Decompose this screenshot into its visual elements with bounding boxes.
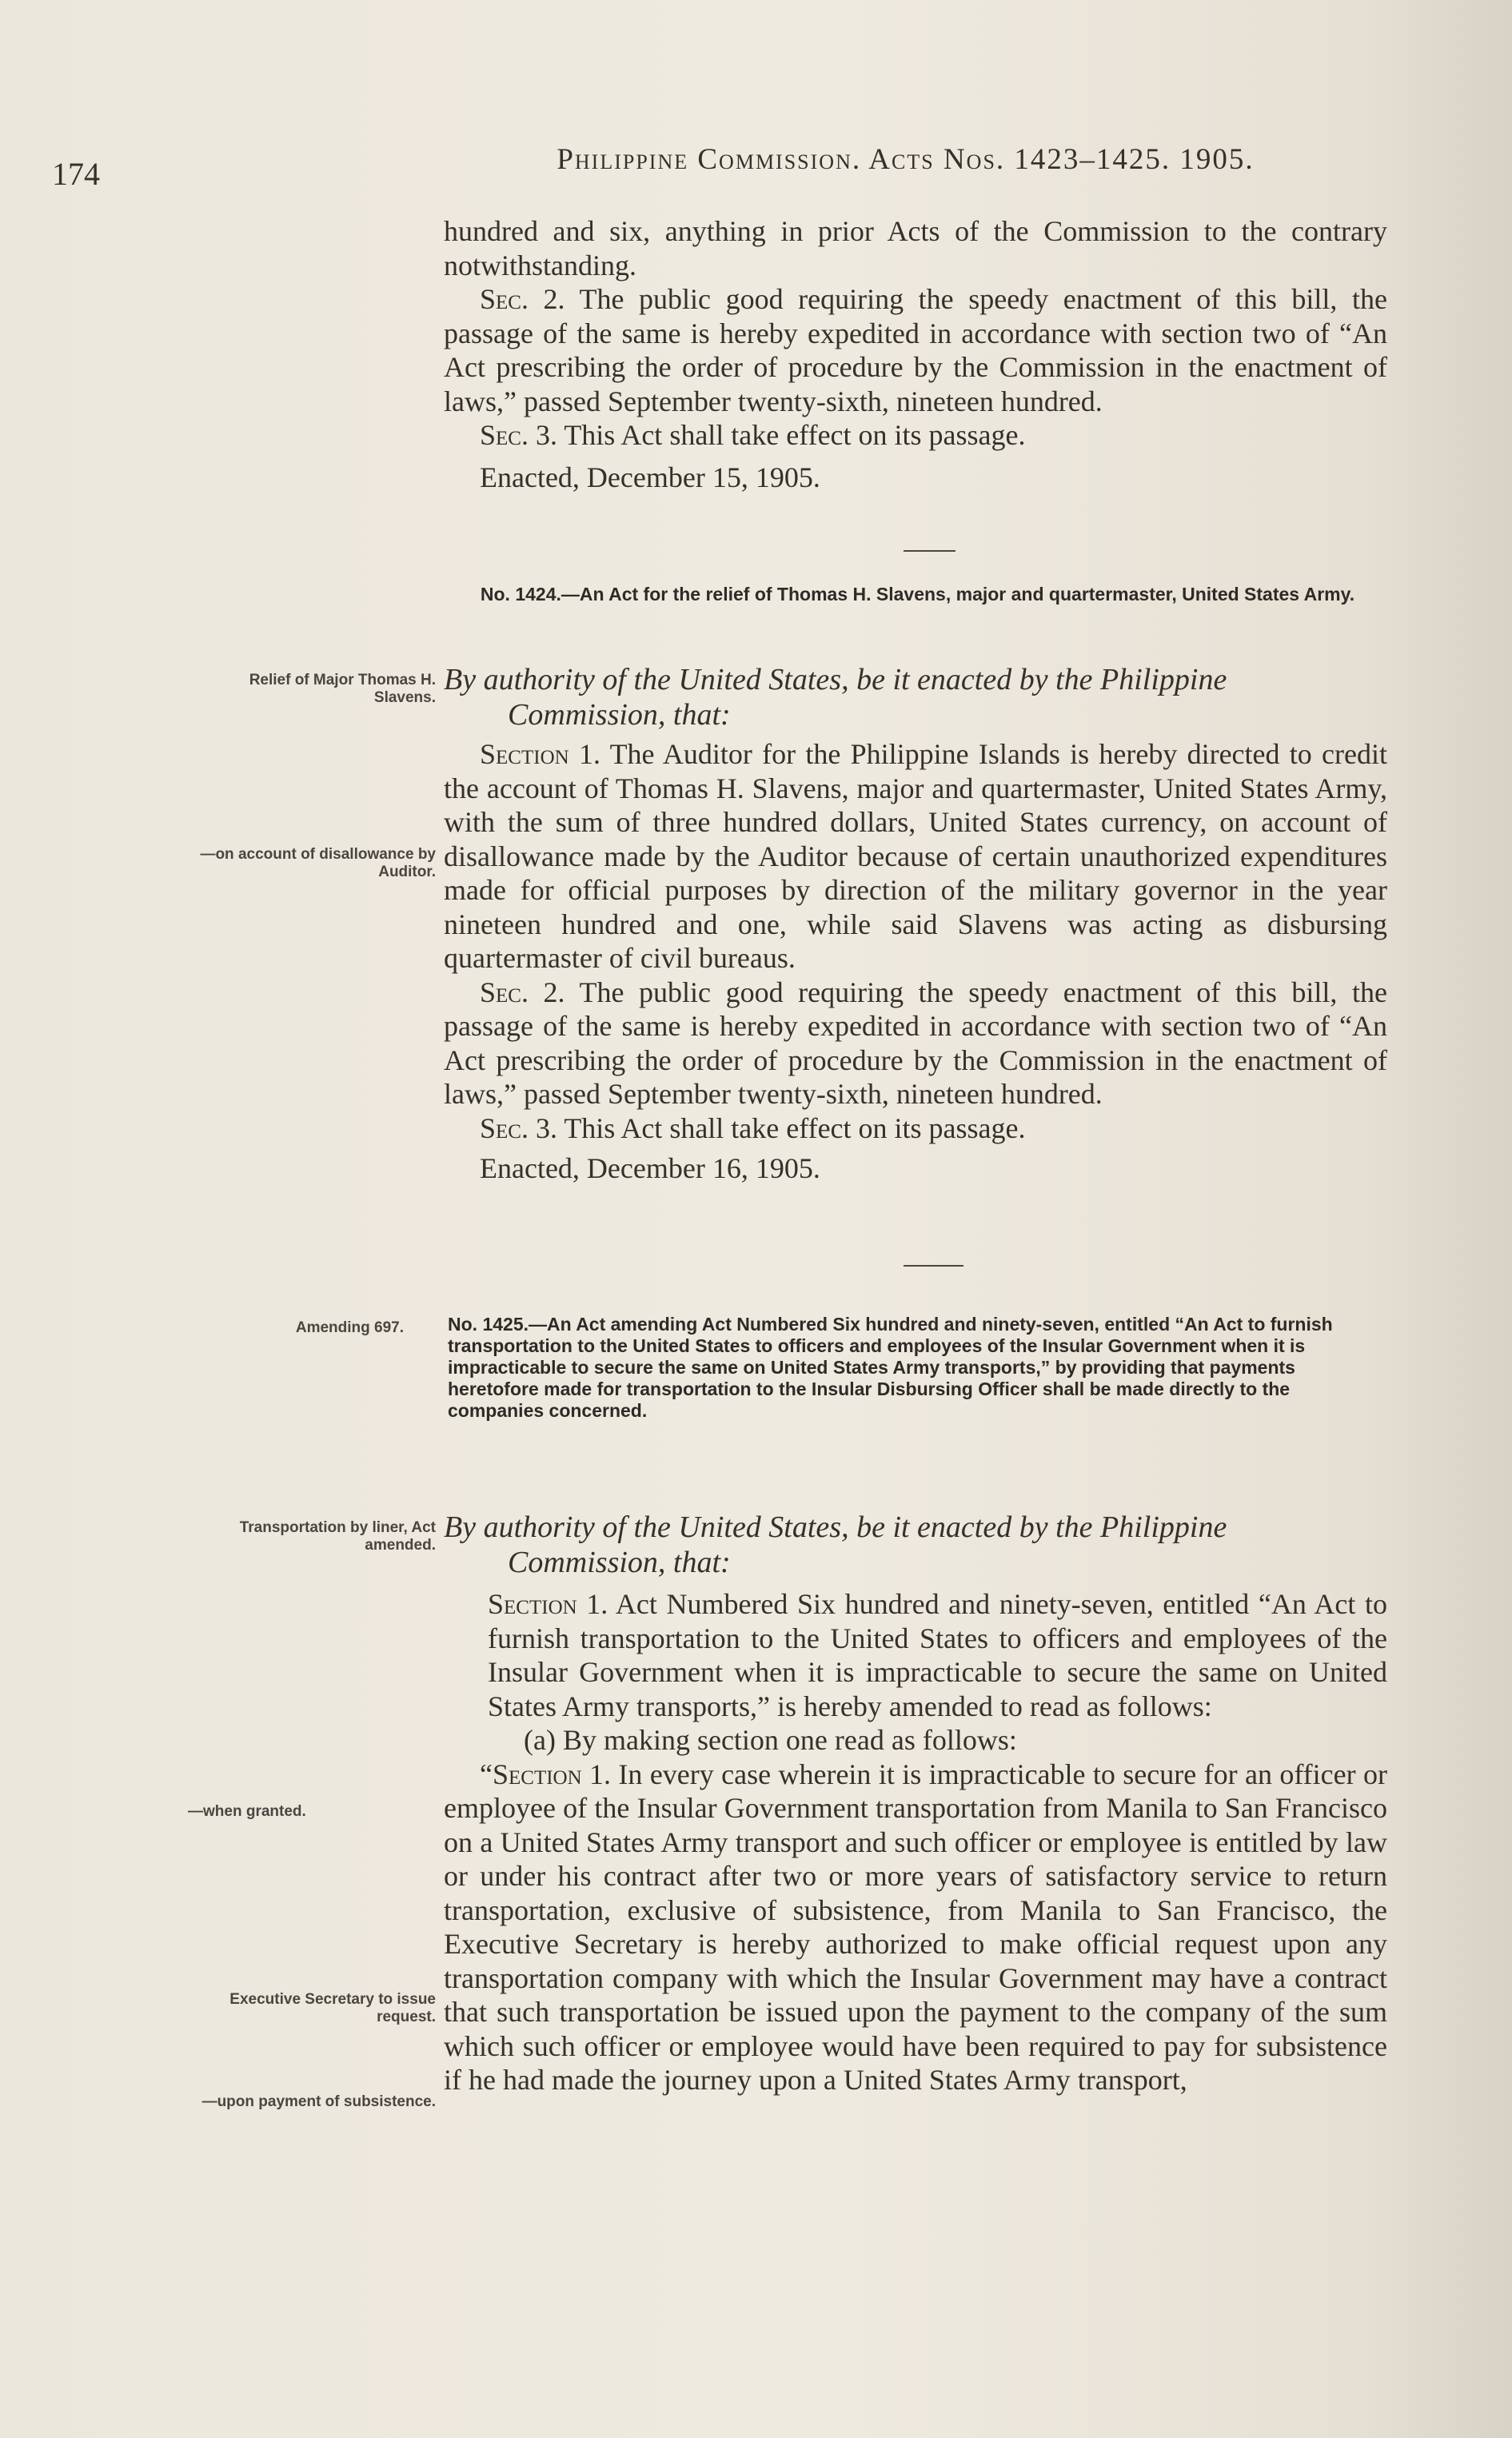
- margin-note-executive-secretary: Executive Secretary to issue request.: [229, 1991, 436, 2025]
- act-1424-title: No. 1424.—An Act for the relief of Thomas H. Slavens, major and quartermaster, United States Army.: [480, 584, 1355, 605]
- act-1424-body: [444, 737, 1387, 1186]
- margin-note-subsistence: —upon payment of subsistence.: [201, 2093, 436, 2110]
- section-text: Act Numbered Six hundred and ninety-seven, entitled “An Act to furnish transportation to the United States to officers and employees of the Insular Government when it is impracticable to secure the same on United States Army transports,” is hereby amended to read as follows:: [488, 1588, 1388, 1722]
- section-2-paragraph: [444, 976, 1387, 1111]
- enacting-line-1: By authority of the United States, be it enacted by the Philippine: [444, 663, 1227, 696]
- section-text: The public good requiring the speedy enactment of this bill, the passage of the same is hereby expedited in accordance with section two of “An Act prescribing the order of procedure by the Commission in the enactment of laws,” passed September twenty-sixth, nineteen hundred.: [444, 976, 1387, 1110]
- running-head: Philippine Commission. Acts Nos. 1423–1425. 1905.: [557, 143, 1255, 176]
- act-1423-continuation: [444, 214, 1387, 494]
- section-label: Sec. 2.: [480, 976, 565, 1008]
- enacting-line-2: Commission, that:: [508, 698, 731, 732]
- margin-note-disallowance: —on account of disallowance by Auditor.: [200, 846, 436, 880]
- section-2-paragraph: [444, 282, 1387, 418]
- section-1-paragraph: [444, 1587, 1387, 1723]
- section-label: Sec. 3.: [480, 419, 557, 451]
- act-1425-body: [444, 1587, 1387, 2097]
- act-1424-enacting-clause: [444, 662, 1387, 732]
- separator-rule: [904, 550, 955, 552]
- enacted-date: Enacted, December 16, 1905.: [480, 1152, 820, 1184]
- margin-note-relief: Relief of Major Thomas H. Slavens.: [249, 672, 436, 706]
- enacting-line-2: Commission, that:: [508, 1546, 731, 1579]
- section-text: This Act shall take effect on its passage.: [557, 419, 1026, 451]
- section-text: The public good requiring the speedy enactment of this bill, the passage of the same is hereby expedited in accordance with section two of “An Act prescribing the order of procedure by the Commission in the enactment of laws,” passed September twenty-sixth, nineteen hundred.: [444, 283, 1387, 417]
- section-text: In every case wherein it is impracticable to secure for an officer or employee of the Insular Government transportation from Manila to San Francisco on a United States Army transport and such officer or employee is entitled by law or under his contract after two or more years of satisfactory service to return transportation, exclusive of subsistence, from Manila to San Francisco, the Executive Secretary is hereby authorized to make official request upon any transportation company with which the Insular Government may have a contract that such transportation be issued upon the payment to the company of the sum which such officer or employee would have been required to pay for subsistence if he had made the journey upon a United States Army transport,: [444, 1758, 1387, 2096]
- section-label: “Section 1.: [480, 1758, 612, 1790]
- separator-rule: [904, 1265, 963, 1267]
- margin-note-when-granted: —when granted.: [188, 1803, 306, 1820]
- quoted-section-paragraph: [444, 1758, 1387, 2097]
- section-3-paragraph: [444, 418, 1387, 453]
- section-label: Sec. 3.: [480, 1111, 557, 1144]
- page-number: 174: [52, 156, 100, 192]
- continuation-paragraph: hundred and six, anything in prior Acts of the Commission to the contrary notwithstanding.: [444, 215, 1387, 281]
- margin-note-amending: Amending 697.: [295, 1319, 404, 1336]
- enacted-date: Enacted, December 15, 1905.: [480, 461, 820, 493]
- section-text: The Auditor for the Philippine Islands is hereby directed to credit the account of Thomas H. Slavens, major and quartermaster, United States Army, with the sum of three hundred dollars, United States currency, on account of disallowance made by the Auditor because of certain unauthorized expenditures made for official purposes by direction of the military governor in the year nineteen hundred and one, while said Slavens was acting as disbursing quartermaster of civil bureaus.: [444, 738, 1388, 974]
- section-1-paragraph: [444, 737, 1387, 976]
- margin-note-transportation: Transportation by liner, Act amended.: [239, 1519, 436, 1554]
- act-1425-enacting-clause: [444, 1510, 1387, 1580]
- clause-a: (a) By making section one read as follows:: [524, 1724, 1017, 1756]
- section-3-paragraph: [444, 1111, 1387, 1146]
- section-label: Section 1.: [488, 1588, 608, 1620]
- enacting-line-1: By authority of the United States, be it enacted by the Philippine: [444, 1510, 1227, 1544]
- section-label: Sec. 2.: [480, 283, 565, 315]
- act-1425-title: No. 1425.—An Act amending Act Numbered Six hundred and ninety-seven, entitled “An Act to furnish transportation to the United States to officers and employees of the Insular Government when it is impracticable to secure the same on United States Army transports,” by providing that payments heretofore made for transportation to the Insular Disbursing Officer shall be made directly to the companies concerned.: [448, 1314, 1333, 1421]
- section-label: Section 1.: [480, 738, 600, 770]
- section-text: This Act shall take effect on its passage.: [557, 1111, 1026, 1144]
